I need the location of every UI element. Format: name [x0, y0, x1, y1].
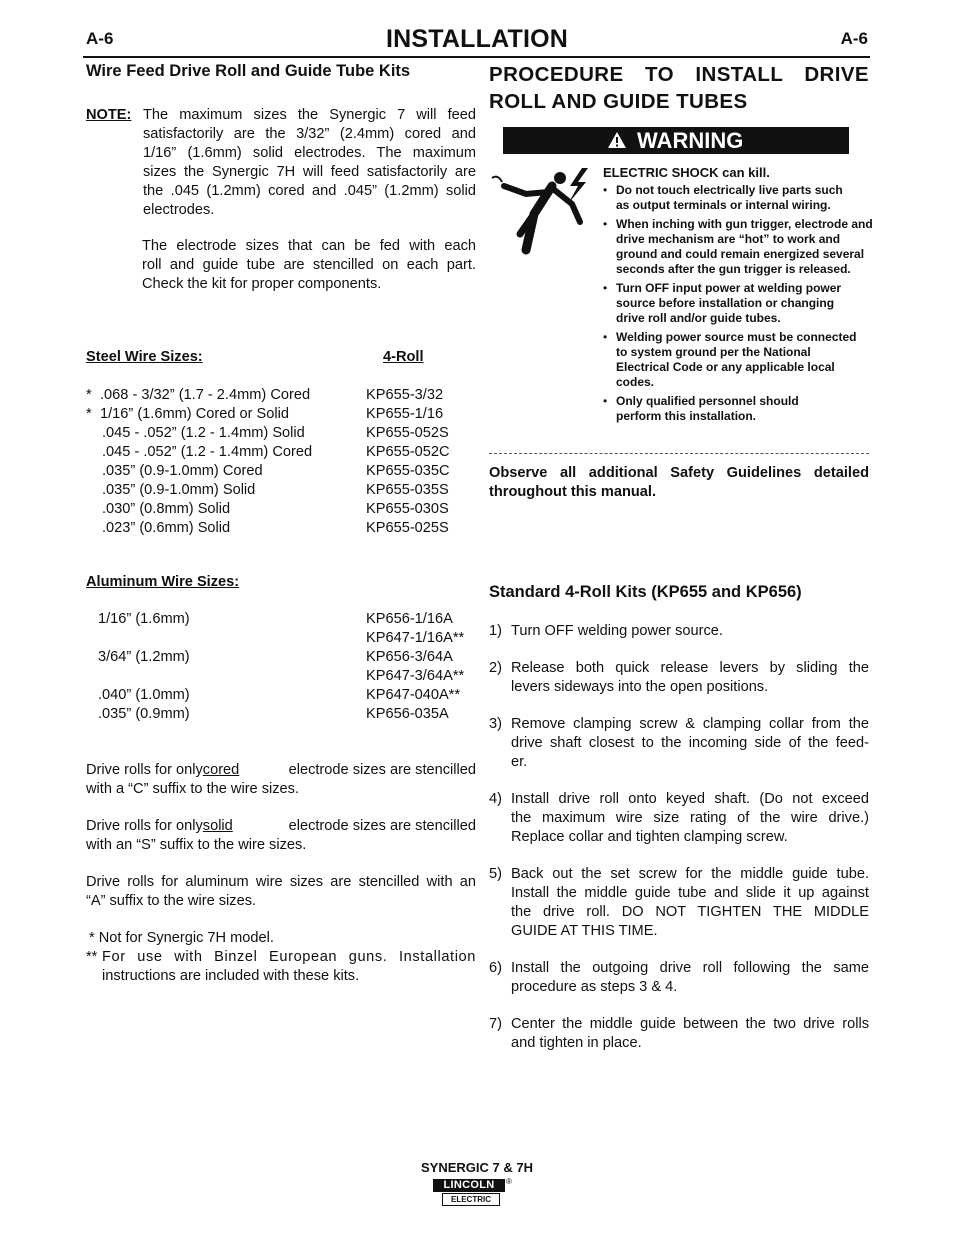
- bullet-line: seconds after the gun trigger is released.: [616, 262, 851, 276]
- bullet-dot: •: [603, 330, 608, 344]
- bullet-line: perform this installation.: [616, 409, 757, 423]
- alu-row-size: 3/64” (1.2mm): [98, 649, 190, 665]
- bullet-line: drive mechanism are “hot” to work and: [616, 232, 841, 246]
- step-text: [511, 715, 869, 772]
- bullet-line: ground and could remain energized several: [616, 247, 865, 261]
- step-text: [511, 1015, 869, 1053]
- step-line: Remove clamping screw & clamping collar from the: [511, 716, 869, 732]
- steel-row-size: 1/16” (1.6mm) Cored or Solid: [100, 406, 289, 422]
- steel-wire-table: [86, 386, 476, 538]
- step-line: Install the outgoing drive roll following the same: [511, 960, 869, 976]
- bullet-dot: •: [603, 183, 608, 197]
- steel-wire-sizes-header: Steel Wire Sizes:: [86, 349, 203, 365]
- warning-bullet-list: [603, 183, 875, 428]
- bullet-line: Only qualified personnel should: [616, 394, 799, 408]
- steel-row-kit: KP655-035S: [366, 482, 449, 498]
- electric-shock-icon: [490, 164, 600, 264]
- step-line: and tighten in place.: [511, 1035, 642, 1051]
- kits-heading: Standard 4-Roll Kits (KP655 and KP656): [489, 583, 802, 601]
- steel-row-mark: *: [86, 406, 92, 422]
- step-line: Release both quick release levers by sliding the: [511, 660, 869, 676]
- note-line: The electrode sizes that can be fed with each: [142, 238, 476, 254]
- step-line: er.: [511, 754, 528, 770]
- step-line: procedure as steps 3 & 4.: [511, 979, 678, 995]
- lincoln-electric-logo: [433, 1177, 512, 1206]
- note-paragraph-1: [143, 106, 476, 220]
- footer-model: SYNERGIC 7 & 7H: [421, 1160, 533, 1175]
- bullet-line: When inching with gun trigger, electrode and: [616, 217, 873, 231]
- alu-row-kit: KP647-3/64A**: [366, 668, 465, 684]
- step-number: 5): [489, 866, 502, 882]
- note-line: satisfactorily are the 3/32” (2.4mm) cored and: [143, 126, 476, 142]
- alu-row-kit: KP647-040A**: [366, 687, 461, 703]
- logo-top: LINCOLN: [433, 1179, 505, 1192]
- steel-row-kit: KP655-3/32: [366, 387, 444, 403]
- steel-row-kit: KP655-052C: [366, 444, 450, 460]
- alu-note-line-1: Drive rolls for aluminum wire sizes are stencilled with an: [86, 874, 476, 890]
- step-line: Replace collar and tighten clamping screw.: [511, 829, 788, 845]
- steel-row-size: .068 - 3/32” (1.7 - 2.4mm) Cored: [100, 387, 311, 403]
- step-text: [511, 622, 869, 641]
- procedure-steps: [489, 622, 869, 1062]
- cored-word: cored: [202, 762, 240, 778]
- cored-post: electrode sizes are stencilled: [288, 762, 476, 778]
- step-text: [511, 659, 869, 697]
- step-text: [511, 959, 869, 997]
- observe-line-2: throughout this manual.: [489, 484, 657, 500]
- bullet-line: Electrical Code or any applicable local: [616, 360, 835, 374]
- note-line: electrodes.: [143, 202, 215, 218]
- step-line: Install drive roll onto keyed shaft. (Do not exceed: [511, 791, 869, 807]
- alu-row-size: .040” (1.0mm): [98, 687, 190, 703]
- steel-row-size: .045 - .052” (1.2 - 1.4mm) Cored: [102, 444, 313, 460]
- step-line: the drive roll. DO NOT TIGHTEN THE MIDDLE: [511, 904, 869, 920]
- bullet-dot: •: [603, 394, 608, 408]
- steel-row-kit: KP655-1/16: [366, 406, 444, 422]
- observe-guidelines: [489, 464, 869, 502]
- note-line: roll and guide tube are stencilled on each part.: [142, 257, 476, 273]
- solid-line-2: with an “S” suffix to the wire sizes.: [86, 837, 307, 853]
- bullet-line: drive roll and/or guide tubes.: [616, 311, 781, 325]
- footnote-line-1: For use with Binzel European guns. Installation: [102, 949, 476, 965]
- step-line: Center the middle guide between the two drive rolls: [511, 1016, 869, 1032]
- step-number: 3): [489, 716, 502, 732]
- note-line: Check the kit for proper components.: [142, 276, 382, 292]
- alu-row-kit: KP656-1/16A: [366, 611, 453, 627]
- procedure-heading-line-2: ROLL AND GUIDE TUBES: [489, 90, 748, 113]
- bullet-line: Turn OFF input power at welding power: [616, 281, 842, 295]
- page-code-right: A-6: [840, 29, 868, 48]
- steel-row-mark: *: [86, 387, 92, 403]
- footnote-double-asterisk-mark: **: [86, 949, 98, 965]
- solid-suffix-paragraph: [86, 817, 476, 855]
- note-label: NOTE:: [86, 107, 132, 123]
- bullet-dot: •: [603, 217, 608, 231]
- cored-pre: Drive rolls for only: [86, 762, 203, 778]
- step-line: drive shaft closest to the incoming side of the feed-: [511, 735, 869, 751]
- step-text: [511, 865, 869, 941]
- bullet-text: [616, 281, 874, 326]
- step-line: Install the middle guide tube and slide it up against: [511, 885, 869, 901]
- steel-row-size: .035” (0.9-1.0mm) Cored: [102, 463, 263, 479]
- aluminum-wire-table: [86, 610, 476, 724]
- step-line: levers sideways into the open positions.: [511, 679, 769, 695]
- warning-banner: [503, 127, 849, 154]
- logo-bottom: ELECTRIC: [442, 1193, 500, 1206]
- solid-post: electrode sizes are stencilled: [288, 818, 476, 834]
- bullet-line: to system ground per the National: [616, 345, 811, 359]
- cored-suffix-paragraph: [86, 761, 476, 799]
- solid-word: solid: [202, 818, 233, 834]
- steel-row-size: .030” (0.8mm) Solid: [102, 501, 231, 517]
- steel-row-kit: KP655-035C: [366, 463, 450, 479]
- footnote-line-2: instructions are included with these kits.: [102, 968, 360, 984]
- steel-row-size: .045 - .052” (1.2 - 1.4mm) Solid: [102, 425, 305, 441]
- alu-row-size: 1/16” (1.6mm): [98, 611, 190, 627]
- alu-note-line-2: “A” suffix to the wire sizes.: [86, 893, 257, 909]
- steel-row-size: .035” (0.9-1.0mm) Solid: [102, 482, 256, 498]
- step-number: 7): [489, 1016, 502, 1032]
- dashed-divider: [489, 453, 869, 454]
- steel-row-kit: KP655-025S: [366, 520, 449, 536]
- bullet-text: [616, 217, 874, 277]
- note-line: 1/16” (1.6mm) solid electrodes. The maximum: [143, 145, 476, 161]
- aluminum-suffix-paragraph: [86, 873, 476, 911]
- step-line: Back out the set screw for the middle guide tube.: [511, 866, 869, 882]
- steel-row-kit: KP655-052S: [366, 425, 449, 441]
- bullet-line: source before installation or changing: [616, 296, 835, 310]
- alu-row-size: .035” (0.9mm): [98, 706, 190, 722]
- bullet-text: [616, 394, 874, 424]
- alu-row-kit: KP656-035A: [366, 706, 449, 722]
- step-line: Turn OFF welding power source.: [511, 623, 723, 639]
- footnote-single-asterisk: * Not for Synergic 7H model.: [89, 930, 274, 946]
- note-paragraph-2: [142, 237, 476, 294]
- step-number: 6): [489, 960, 502, 976]
- page-code-left: A-6: [86, 29, 114, 48]
- procedure-heading: [489, 61, 869, 115]
- alu-row-kit: KP656-3/64A: [366, 649, 453, 665]
- footnote-double-asterisk: [102, 948, 476, 986]
- drive-roll-kits-heading: Wire Feed Drive Roll and Guide Tube Kits: [86, 62, 411, 80]
- procedure-heading-line-1: PROCEDURE TO INSTALL DRIVE: [489, 63, 869, 86]
- bullet-line: codes.: [616, 375, 655, 389]
- steel-row-size: .023” (0.6mm) Solid: [102, 520, 231, 536]
- bullet-line: Do not touch electrically live parts such: [616, 183, 843, 197]
- bullet-line: as output terminals or internal wiring.: [616, 198, 831, 212]
- step-number: 2): [489, 660, 502, 676]
- step-number: 4): [489, 791, 502, 807]
- note-line: the .045 (1.2mm) cored and .045” (1.2mm) solid: [143, 183, 476, 199]
- step-text: [511, 790, 869, 847]
- step-line: the maximum wire size rating of the wire drive.): [511, 810, 869, 826]
- bullet-line: Welding power source must be connected: [616, 330, 857, 344]
- page-title: INSTALLATION: [385, 25, 568, 53]
- bullet-dot: •: [603, 281, 608, 295]
- step-number: 1): [489, 623, 502, 639]
- note-line: sizes the Synergic 7H will feed satisfactorily are: [143, 164, 476, 180]
- observe-line-1: Observe all additional Safety Guidelines detailed: [489, 465, 869, 481]
- logo-registered-mark: ®: [506, 1177, 512, 1186]
- warning-label: WARNING: [637, 128, 744, 153]
- four-roll-header: 4-Roll: [383, 349, 424, 365]
- cored-line-2: with a “C” suffix to the wire sizes.: [86, 781, 300, 797]
- solid-pre: Drive rolls for only: [86, 818, 203, 834]
- warning-triangle-icon: [607, 131, 627, 149]
- steel-row-kit: KP655-030S: [366, 501, 449, 517]
- shock-title: ELECTRIC SHOCK can kill.: [603, 165, 770, 180]
- bullet-text: [616, 183, 874, 213]
- aluminum-wire-sizes-header: Aluminum Wire Sizes:: [86, 574, 240, 590]
- step-line: GUIDE AT THIS TIME.: [511, 923, 658, 939]
- bullet-text: [616, 330, 874, 390]
- note-line: The maximum sizes the Synergic 7 will feed: [143, 107, 476, 123]
- header-rule: [83, 56, 870, 58]
- alu-row-kit: KP647-1/16A**: [366, 630, 465, 646]
